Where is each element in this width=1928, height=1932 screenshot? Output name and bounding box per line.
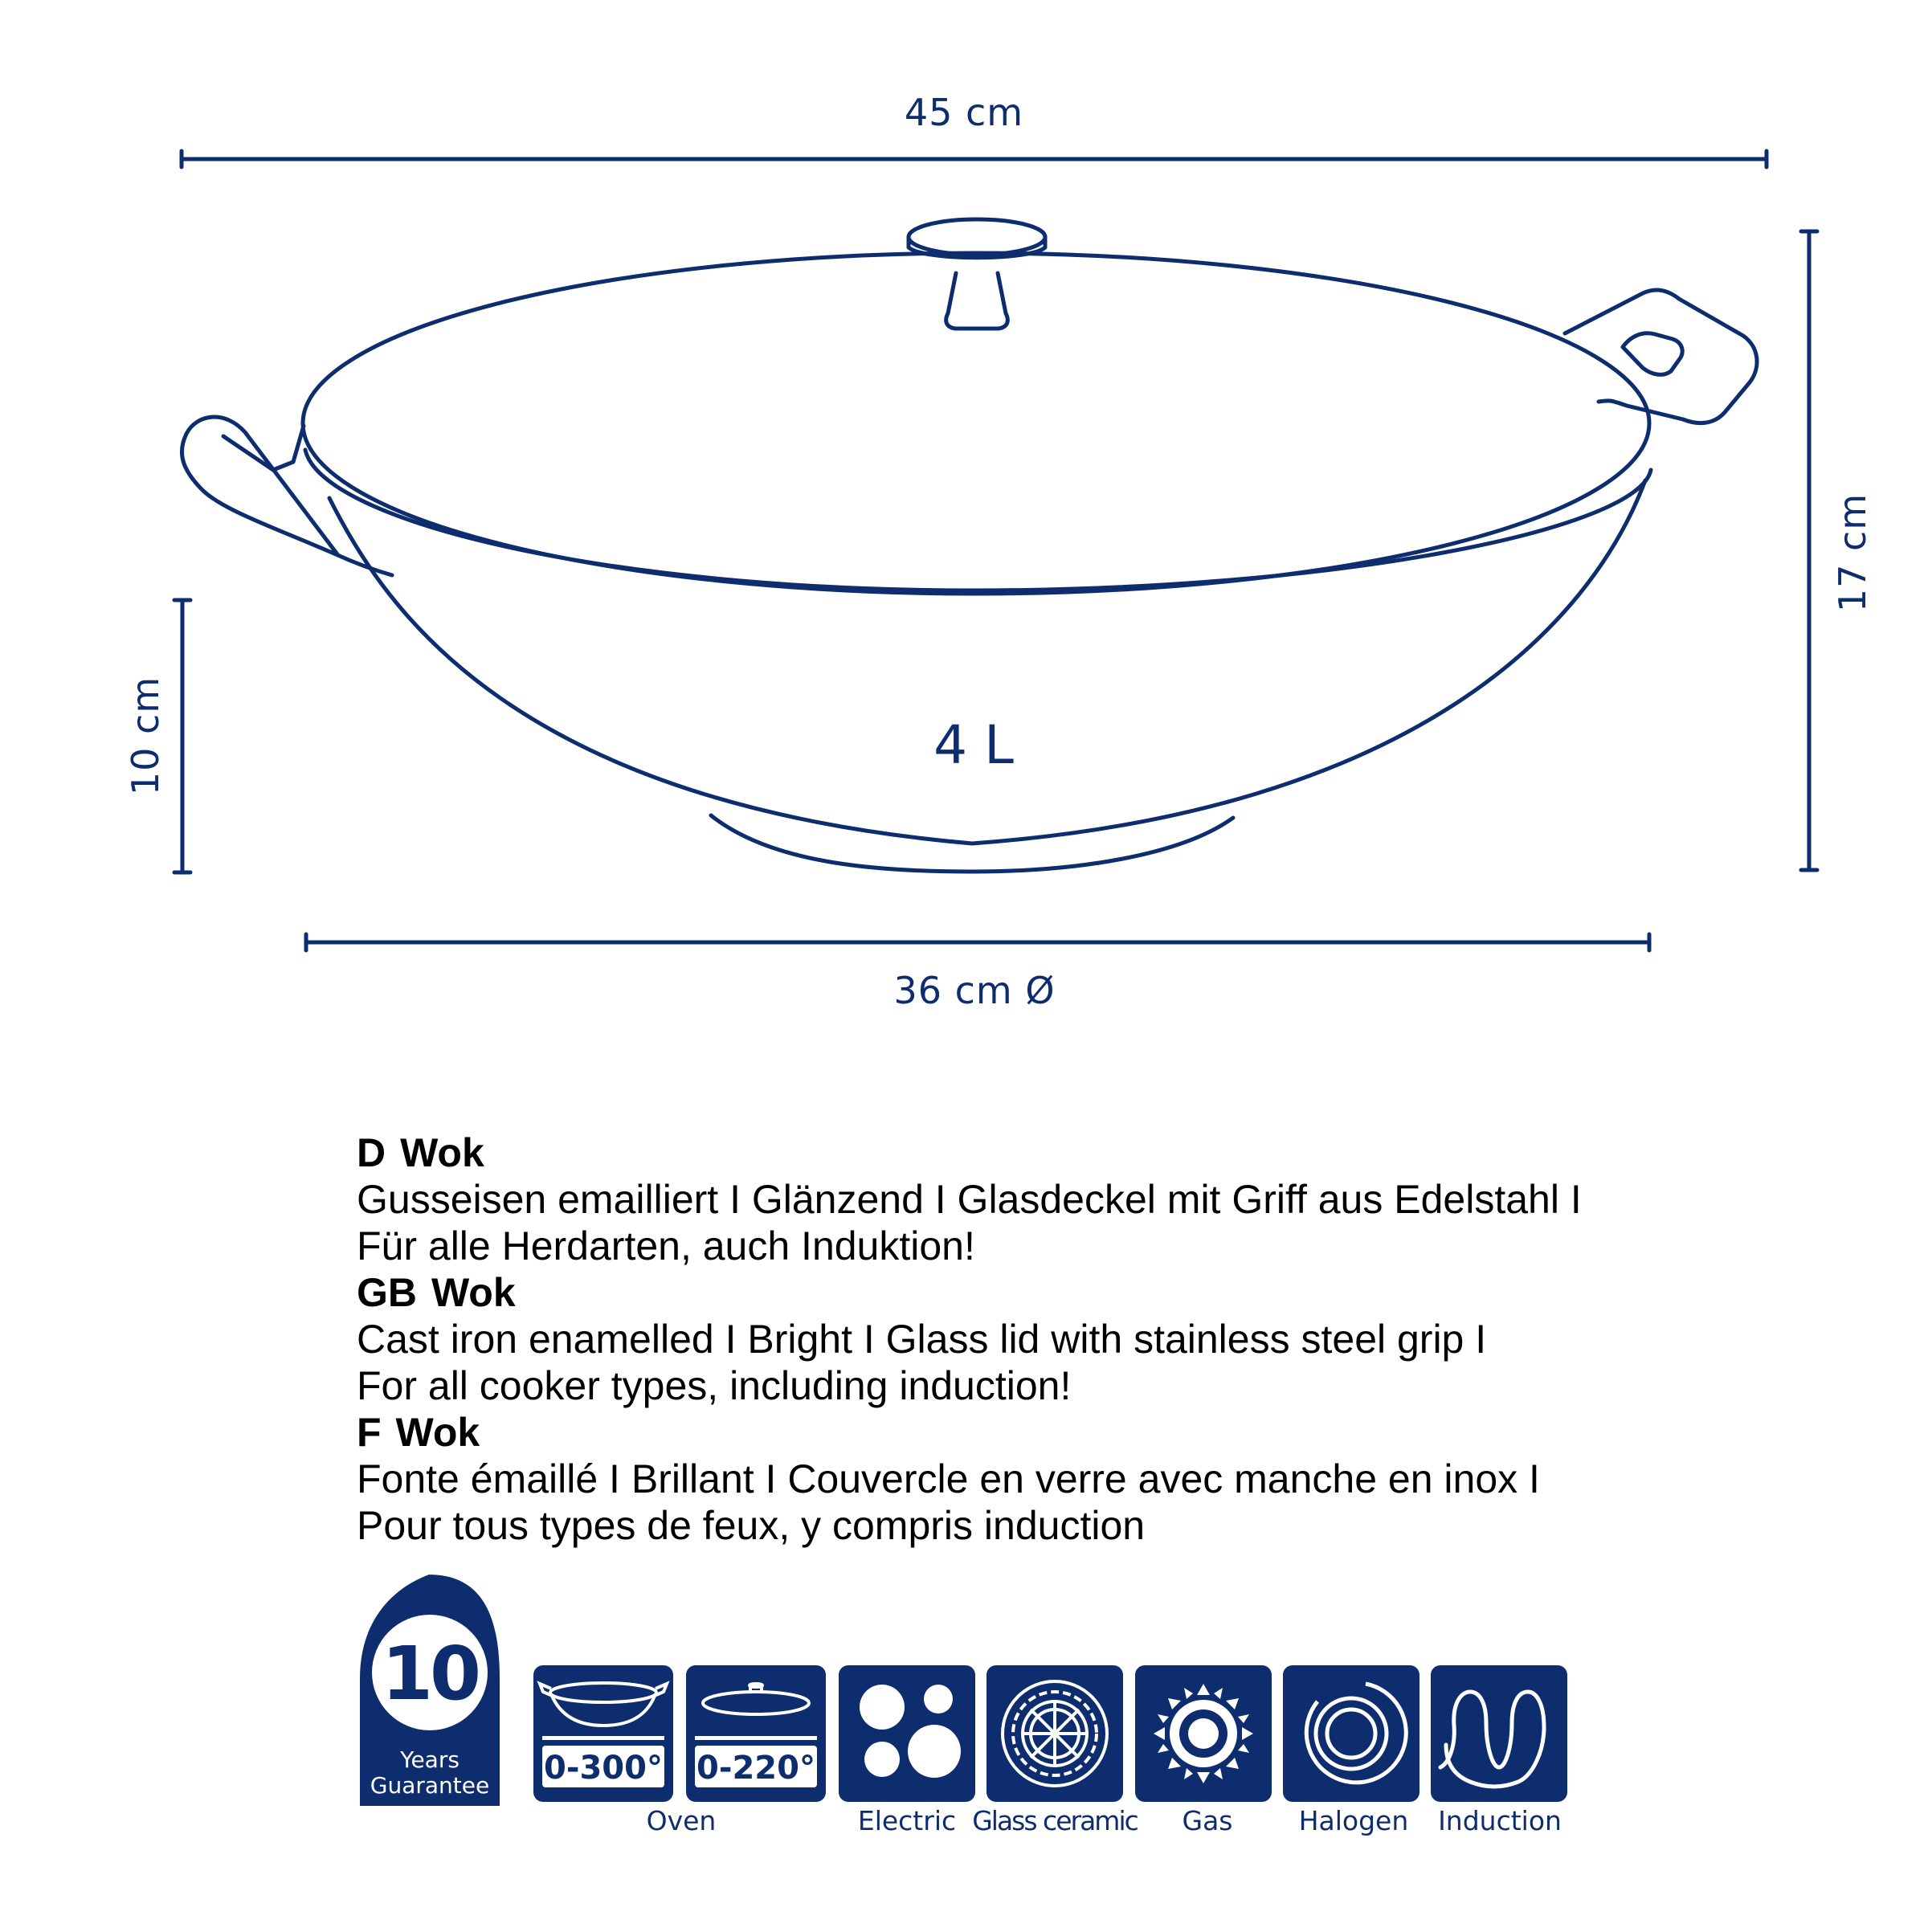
description-heading-de	[357, 1129, 1803, 1176]
wok-lid	[303, 253, 1649, 594]
electric-label: Electric	[857, 1805, 957, 1836]
height-total-dimension-line	[1801, 231, 1817, 870]
description-heading-gb	[357, 1269, 1803, 1316]
height-body-dimension-line	[174, 600, 190, 872]
description-line-de-1: Gusseisen emailliert I Glänzend I Glasdeckel mit Griff aus Edelstahl I	[357, 1177, 1582, 1222]
oven-lid-icon	[686, 1665, 826, 1802]
height-body-label: 10 cm	[124, 676, 167, 796]
oven-lid-temp: 0-220°	[696, 1750, 815, 1787]
description-line-fr-2: Pour tous types de feux, y compris induction	[357, 1503, 1146, 1548]
description-line-fr-1: Fonte émaillé I Brillant I Couvercle en verre avec manche en inox I	[357, 1456, 1540, 1501]
language-code-de: D	[357, 1130, 386, 1175]
description-line-gb-1: Cast iron enamelled I Bright I Glass lid with stainless steel grip I	[357, 1317, 1487, 1362]
guarantee-badge	[360, 1575, 500, 1806]
halogen-stove-icon	[1283, 1665, 1419, 1802]
gas-label: Gas	[1182, 1805, 1233, 1836]
description-line-gb-2: For all cooker types, including induction!	[357, 1363, 1072, 1408]
width-top-label: 45 cm	[904, 91, 1024, 134]
induction-label: Induction	[1438, 1805, 1562, 1836]
wok-bowl	[329, 480, 1645, 843]
oven-wok-temp: 0-300°	[544, 1750, 663, 1787]
guarantee-years: Years	[400, 1746, 460, 1773]
gas-stove-icon	[1135, 1665, 1272, 1802]
lid-knob	[909, 219, 1045, 329]
electric-stove-icon	[839, 1665, 975, 1802]
halogen-label: Halogen	[1298, 1805, 1409, 1836]
language-code-gb: GB	[357, 1270, 417, 1315]
glass-ceramic-stove-icon	[986, 1665, 1123, 1802]
title-fr: Wok	[395, 1410, 480, 1455]
induction-stove-icon	[1431, 1665, 1567, 1802]
product-description	[357, 1129, 1803, 1549]
language-code-fr: F	[357, 1410, 382, 1455]
capacity-label: 4 L	[933, 714, 1014, 776]
guarantee-number: 10	[381, 1631, 479, 1717]
width-dimension-line	[182, 151, 1767, 167]
title-gb: Wok	[431, 1270, 516, 1315]
wok-rim	[305, 450, 1651, 590]
guarantee-text: Guarantee	[370, 1772, 490, 1799]
height-total-label: 17 cm	[1831, 492, 1874, 613]
description-line-de-2: Für alle Herdarten, auch Induktion!	[357, 1223, 975, 1268]
glass-ceramic-label: Glass ceramic	[972, 1805, 1138, 1836]
diameter-label: 36 cm Ø	[893, 969, 1056, 1012]
oven-label: Oven	[646, 1805, 717, 1836]
title-de: Wok	[400, 1130, 484, 1175]
description-heading-fr	[357, 1409, 1803, 1456]
oven-wok-icon	[533, 1665, 673, 1802]
diameter-dimension-line	[306, 934, 1649, 950]
